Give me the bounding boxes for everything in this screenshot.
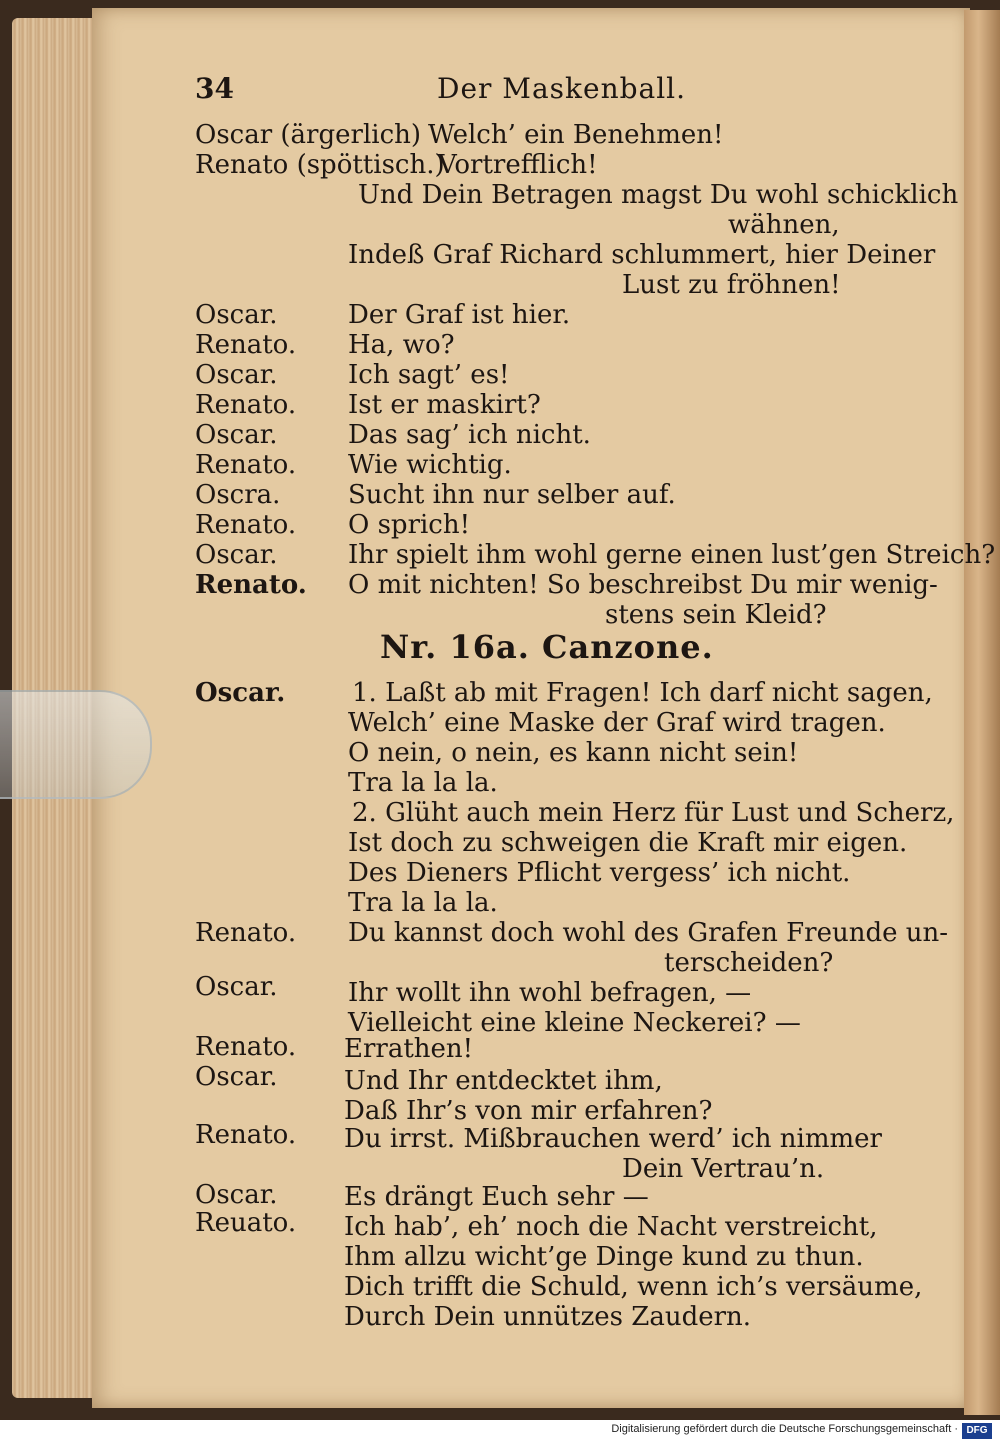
speaker: Oscar. [195, 420, 278, 450]
line-text: Des Dieners Pflicht vergess’ ich nicht. [348, 858, 851, 888]
line-text: Indeß Graf Richard schlummert, hier Deiner [348, 240, 936, 270]
speaker: Renato. [195, 390, 297, 420]
speaker: Renato. [195, 510, 297, 540]
line-text: Vortrefflich! [438, 150, 598, 180]
speaker: Oscar. [195, 678, 286, 708]
line-text: Ihr wollt ihn wohl befragen, — [348, 978, 752, 1008]
line-text: Und Dein Betragen magst Du wohl schicklich [358, 180, 959, 210]
line-text: Das sag’ ich nicht. [348, 420, 591, 450]
line-text: Ihm allzu wicht’ge Dinge kund zu thun. [344, 1242, 864, 1272]
speaker: Oscar. [195, 1180, 278, 1210]
line-text: Ist doch zu schweigen die Kraft mir eigen. [348, 828, 908, 858]
speaker: Oscar. [195, 360, 278, 390]
line-text: Du irrst. Mißbrauchen werd’ ich nimmer [344, 1124, 882, 1154]
line-text: Errathen! [344, 1034, 474, 1064]
line-text: Der Graf ist hier. [348, 300, 571, 330]
speaker: Oscar (ärgerlich) [195, 120, 422, 150]
line-text: Ich hab’, eh’ noch die Nacht verstreicht, [344, 1212, 878, 1242]
speaker: Oscra. [195, 480, 281, 510]
page-clip [0, 690, 152, 799]
speaker: Renato (spöttisch.) [195, 150, 445, 180]
speaker: Reuato. [195, 1208, 297, 1238]
speaker: Renato. [195, 918, 297, 948]
line-text: Durch Dein unnützes Zaudern. [344, 1302, 752, 1332]
footer-bar [0, 1420, 1000, 1443]
line-text: Ist er maskirt? [348, 390, 541, 420]
line-text: Ihr spielt ihm wohl gerne einen lust’gen Streich? [348, 540, 996, 570]
page-number: 34 [195, 72, 234, 105]
line-text: Wie wichtig. [348, 450, 512, 480]
line-text: Lust zu fröhnen! [622, 270, 841, 300]
line-text: Ha, wo? [348, 330, 455, 360]
line-text: Welch’ eine Maske der Graf wird tragen. [348, 708, 886, 738]
line-text: Tra la la la. [348, 768, 498, 798]
line-text: terscheiden? [664, 948, 834, 978]
speaker: Oscar. [195, 540, 278, 570]
line-text: Vielleicht eine kleine Neckerei? — [348, 1008, 801, 1038]
line-text: Ich sagt’ es! [348, 360, 510, 390]
line-text: Dich trifft die Schuld, wenn ich’s versäume, [344, 1272, 923, 1302]
line-text: Sucht ihn nur selber auf. [348, 480, 676, 510]
speaker: Oscar. [195, 1062, 278, 1092]
line-text: wähnen, [728, 210, 840, 240]
section-heading: Nr. 16a. Canzone. [380, 628, 714, 666]
speaker: Oscar. [195, 300, 278, 330]
speaker: Oscar. [195, 972, 278, 1002]
line-text: stens sein Kleid? [605, 600, 827, 630]
speaker: Renato. [195, 450, 297, 480]
line-text: Welch’ ein Benehmen! [428, 120, 724, 150]
line-text: O sprich! [348, 510, 471, 540]
right-page-edge [964, 10, 1000, 1415]
line-text: Es drängt Euch sehr — [344, 1182, 649, 1212]
speaker: Renato. [195, 1120, 297, 1150]
dfg-logo: DFG [962, 1423, 992, 1439]
speaker: Renato. [195, 1032, 297, 1062]
running-title: Der Maskenball. [437, 72, 687, 105]
line-text: Dein Vertrau’n. [622, 1154, 825, 1184]
line-text: Tra la la la. [348, 888, 498, 918]
line-text: Du kannst doch wohl des Grafen Freunde un- [348, 918, 949, 948]
line-text: 2. Glüht auch mein Herz für Lust und Scherz, [352, 798, 955, 828]
footer-credit: Digitalisierung gefördert durch die Deutsche Forschungsgemeinschaft · [611, 1423, 958, 1435]
speaker: Renato. [195, 570, 307, 600]
speaker: Renato. [195, 330, 297, 360]
line-text: Daß Ihr’s von mir erfahren? [344, 1096, 713, 1126]
line-text: O nein, o nein, es kann nicht sein! [348, 738, 799, 768]
line-text: Und Ihr entdecktet ihm, [344, 1066, 663, 1096]
line-text: O mit nichten! So beschreibst Du mir wenig- [348, 570, 938, 600]
line-text: 1. Laßt ab mit Fragen! Ich darf nicht sagen, [352, 678, 933, 708]
